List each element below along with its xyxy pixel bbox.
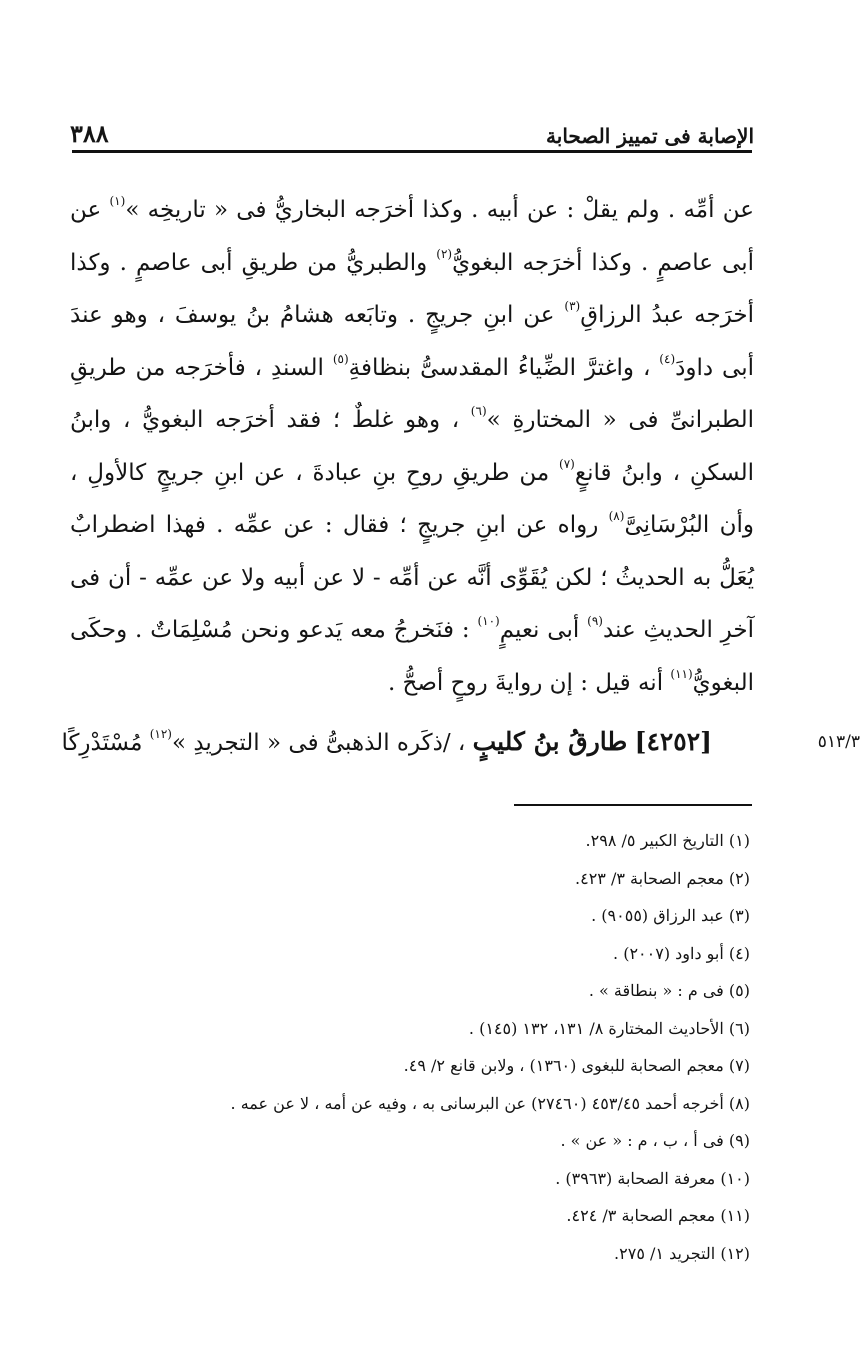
footnote: (٤) أبو داود (٢٠٠٧) . [613, 943, 750, 963]
footnote-ref[interactable]: (٣) [564, 299, 581, 313]
text-segment: رواه عن ابنِ جريجٍ ؛ فقال : عن عمِّه . فهذا اضطرابٌ يُعَلُّ به الحديثُ ؛ لكن يُقَوِّى أنَّه عن أمِّه - لا عن أبيه ولا عن عمِّه - أن فى آخرِ الحديثِ عند [70, 512, 754, 643]
footnote: (١١) معجم الصحابة ٣/ ٤٢٤. [566, 1206, 750, 1225]
footnote: (٣) عبد الرزاق (٩٠٥٥) . [591, 906, 750, 925]
footnote-ref[interactable]: (٦) [470, 404, 487, 418]
footnote-ref[interactable]: (١٠) [477, 614, 500, 628]
footnote-ref[interactable]: (٤) [659, 351, 676, 366]
main-paragraph [70, 184, 754, 709]
footnote: (١٢) التجريد ١/ ٢٧٥. [614, 1243, 750, 1263]
entry-number: [٤٢٥٢] [634, 727, 712, 756]
footnote: (٦) الأحاديث المختارة ٨/ ١٣١، ١٣٢ (١٤٥) . [468, 1018, 750, 1038]
footnote: (٥) فى م : « بنطاقة » . [588, 981, 750, 1000]
footnote-ref[interactable]: (٢) [436, 246, 453, 261]
footnote-ref[interactable]: (٩) [587, 614, 603, 628]
footnotes-list [110, 822, 750, 1272]
footnote: (١) التاريخ الكبير ٥/ ٢٩٨. [585, 831, 750, 850]
footnote-separator [514, 804, 752, 806]
text-segment: ، وهو غلطٌ ؛ فقد أخرَجه البغويُّ ، وابنُ السكنِ ، وابنُ قانعٍ [70, 407, 754, 486]
footnote: (٧) معجم الصحابة للبغوى (١٣٦٠) ، ولابن قانع ٢/ ٤٩. [403, 1056, 750, 1075]
text-segment: عن أبى عاصمٍ . وكذا أخرَجه البغويُّ [70, 197, 754, 276]
text-segment: : فنَخرجُ معه يَدعو ونحن مُسْلِمَاتٌ . وحكَى البغويُّ [70, 617, 754, 696]
page-header [70, 112, 754, 148]
entry-text: ، /ذكَره الذهبىُّ فى « التجريدِ » [171, 730, 473, 756]
footnote-ref[interactable]: (١) [109, 194, 126, 208]
text-segment: عن ابنِ جريجٍ . وتابَعه هشامُ بنُ يوسفَ ، وهو عندَ أبى داودَ [70, 302, 754, 381]
footnote: (١٠) معرفة الصحابة (٣٩٦٣) . [555, 1168, 750, 1188]
text-segment: من طريقِ روحِ بنِ عبادةَ ، عن ابنِ جريجٍ كالأولِ ، وأن البُرْسَانِىَّ [70, 459, 754, 538]
text-segment: عن أمِّه . ولم يقلْ : عن أبيه . وكذا أخرَجه البخاريُّ فى « تاريخِه » [125, 197, 754, 223]
footnote-ref[interactable]: (١٢) [149, 727, 172, 741]
biography-entry [61, 722, 712, 763]
page-number: ٣٨٨ [70, 119, 109, 148]
footnote: (٨) أخرجه أحمد ٤٥٣/٤٥ (٢٧٤٦٠) عن البرسانى به ، وفيه عن أمه ، لا عن عمه . [230, 1093, 750, 1113]
margin-reference: ٥١٣/٣ [817, 732, 860, 752]
header-rule [72, 150, 752, 153]
footnote-ref[interactable]: (٧) [559, 456, 575, 471]
text-segment: ، واغترَّ الضِّياءُ المقدسىُّ بنظافةِ [348, 354, 660, 381]
footnote-ref[interactable]: (٨) [608, 509, 625, 523]
footnote: (٩) فى أ ، ب ، م : « عن » . [560, 1131, 750, 1150]
text-segment: السندِ ، فأخرَجه من طريقِ الطبرانىِّ فى « المختارةِ » [70, 354, 754, 433]
text-segment: أنه قيل : إن روايةَ روحٍ أصحُّ . [387, 669, 671, 696]
running-title: الإصابة فى تمييز الصحابة [546, 124, 754, 148]
entry-tail: مُسْتَدْرِكًا [61, 730, 150, 756]
footnote: (٢) معجم الصحابة ٣/ ٤٢٣. [575, 868, 750, 888]
footnote-ref[interactable]: (٥) [332, 351, 349, 366]
footnote-ref[interactable]: (١١) [670, 666, 693, 681]
text-segment: أبى نعيمٍ [499, 617, 588, 643]
text-segment: والطبريُّ من طريقِ أبى عاصمٍ . وكذا أخرَجه عبدُ الرزاقِ [70, 249, 754, 328]
entry-name: طارقُ بنُ كليبٍ [472, 727, 628, 756]
